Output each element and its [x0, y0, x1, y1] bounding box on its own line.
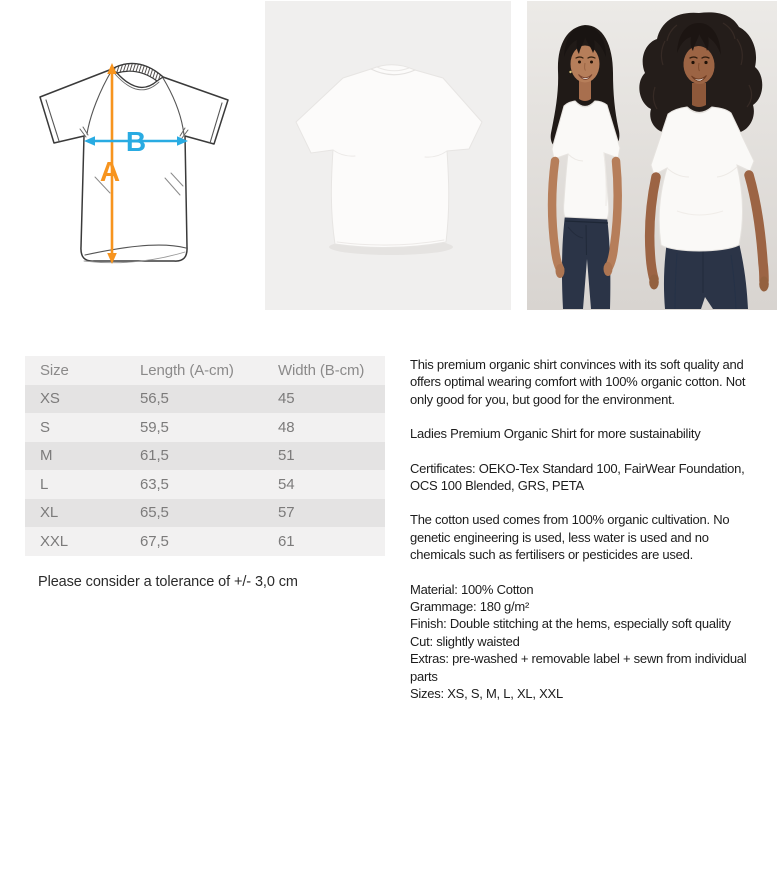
tolerance-note: Please consider a tolerance of +/- 3,0 cm [38, 574, 298, 590]
width-cell: 51 [278, 447, 295, 465]
spec-finish: Finish: Double stitching at the hems, especially soft quality [410, 616, 731, 632]
length-cell: 56,5 [140, 390, 169, 408]
measure-label-a: A [99, 156, 121, 187]
size-row-s [25, 413, 385, 442]
length-cell: 63,5 [140, 475, 169, 493]
width-cell: 48 [278, 418, 295, 436]
description-tagline: Ladies Premium Organic Shirt for more sustainability [410, 426, 701, 442]
size-table [25, 356, 385, 556]
spec-sizes: Sizes: XS, S, M, L, XL, XXL [410, 686, 563, 702]
product-description [410, 356, 766, 703]
tshirt-diagram-drawing [0, 0, 256, 310]
size-table-header-size: Size [40, 361, 69, 379]
size-table-header-length: Length (A-cm) [140, 361, 234, 379]
size-table-header-width: Width (B-cm) [278, 361, 365, 379]
size-cell: S [40, 418, 50, 436]
description-cotton: The cotton used comes from 100% organic cultivation. No genetic engineering is used, less water is used and no chemicals such as fertilisers or pesticides are used. [410, 512, 730, 563]
spec-cut: Cut: slightly waisted [410, 633, 520, 649]
size-row-xs [25, 385, 385, 414]
spec-extras: Extras: pre-washed + removable label + sewn from individual parts [410, 651, 747, 684]
width-cell: 45 [278, 390, 295, 408]
spec-list [410, 581, 766, 703]
width-cell: 57 [278, 504, 295, 522]
width-cell: 61 [278, 532, 295, 550]
white-tshirt-photo [265, 1, 511, 310]
length-cell: 59,5 [140, 418, 169, 436]
size-row-l [25, 470, 385, 499]
models-photo[interactable] [527, 1, 777, 310]
spec-material: Material: 100% Cotton [410, 581, 534, 597]
size-cell: L [40, 475, 49, 493]
size-table-header-row [25, 356, 385, 385]
tshirt-measurement-diagram[interactable] [0, 0, 256, 310]
measure-label-b: B [125, 126, 147, 157]
tshirt-outline [40, 64, 228, 263]
description-certificates: Certificates: OEKO-Tex Standard 100, FairWear Foundation, OCS 100 Blended, GRS, PETA [410, 460, 745, 494]
models-photo-drawing [527, 1, 777, 310]
description-intro: This premium organic shirt convinces with its soft quality and offers optimal wearing comfort with 100% organic cotton. Not only good for you, but good for the environment. [410, 357, 746, 407]
length-cell: 65,5 [140, 504, 169, 522]
size-row-xl [25, 499, 385, 528]
length-cell: 61,5 [140, 447, 169, 465]
width-cell: 54 [278, 475, 295, 493]
product-photo[interactable] [265, 1, 511, 310]
size-cell: XS [40, 390, 60, 408]
spec-grammage: Grammage: 180 g/m² [410, 599, 530, 615]
length-cell: 67,5 [140, 532, 169, 550]
size-cell: XL [40, 504, 59, 522]
size-row-xxl [25, 527, 385, 556]
size-cell: M [40, 447, 53, 465]
size-row-m [25, 442, 385, 471]
size-cell: XXL [40, 532, 69, 550]
